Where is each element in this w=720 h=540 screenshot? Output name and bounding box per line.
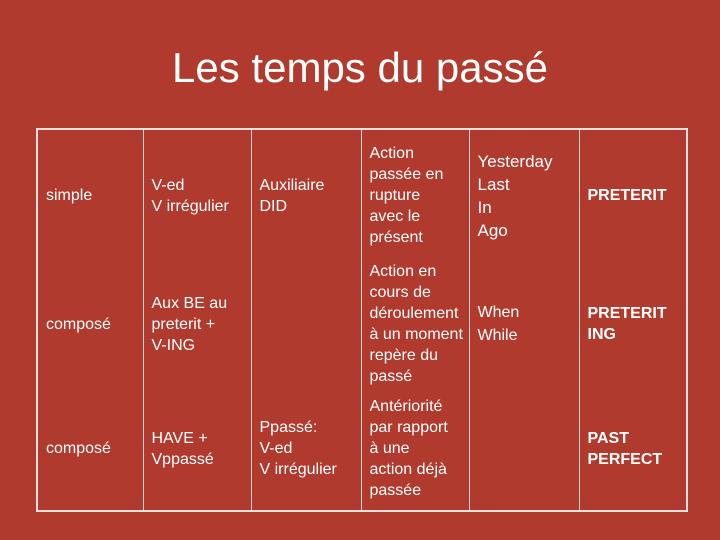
form-cell [143,387,251,511]
usage-line: passée en [369,166,444,183]
slide-title: Les temps du passé [172,44,548,91]
form-line: HAVE + [151,429,208,447]
usage-line: déroulement [369,305,459,322]
marker-line: When [477,304,520,321]
marker-line: In [477,197,492,217]
tense-name-line: PRETERIT [587,305,667,322]
usage-cell [361,129,469,261]
tense-name-line: PRETERIT [587,187,667,204]
tense-label: composé [46,315,111,333]
auxiliary-line: DID [259,197,288,215]
form-cell [143,129,251,261]
usage-line: passée [369,482,422,499]
form-cell [143,261,251,387]
usage-line: présent [369,229,423,246]
form-line: Vppassé [151,450,214,468]
auxiliary-cell [251,261,361,387]
usage-line: Action [369,145,414,162]
tense-name-line: PERFECT [587,450,663,468]
tense-cell [37,387,143,511]
tense-label: simple [46,187,93,204]
usage-line: à une [369,440,410,457]
form-line: V irrégulier [151,197,229,215]
tense-label: composé [46,440,111,457]
auxiliary-line: V irrégulier [259,461,337,478]
marker-line: Last [477,174,510,194]
auxiliary-line: V-ed [259,440,293,457]
usage-line: action déjà [369,461,447,478]
marker-line: While [477,327,518,344]
tense-name-cell [579,129,687,261]
markers-cell [469,387,579,511]
usage-line: avec le [369,208,421,225]
form-line: Aux BE au [151,294,228,312]
marker-line: Ago [477,220,508,240]
past-tenses-table [36,128,688,512]
auxiliary-line: Ppassé: [259,419,318,436]
usage-line: passé [369,368,413,385]
usage-cell [361,261,469,387]
markers-cell [469,129,579,261]
marker-line: Yesterday [477,151,553,171]
tense-name-line: PAST [587,429,629,447]
usage-line: repère du [369,347,438,364]
form-line: preterit + [151,315,216,333]
table-row [37,129,687,261]
tense-cell [37,129,143,261]
usage-line: par rapport [369,419,448,436]
markers-cell [469,261,579,387]
auxiliary-cell [251,387,361,511]
usage-line: à un moment [369,326,463,343]
tense-cell [37,261,143,387]
usage-line: Antériorité [369,398,443,415]
usage-cell [361,387,469,511]
auxiliary-cell [251,129,361,261]
auxiliary-line: Auxiliaire [259,176,325,194]
usage-line: cours de [369,284,431,301]
usage-line: rupture [369,187,421,204]
tense-name-cell [579,261,687,387]
table-row [37,261,687,387]
form-line: V-ING [151,336,196,354]
usage-line: Action en [369,263,437,280]
tense-name-cell [579,387,687,511]
tense-name-line: ING [587,326,616,343]
form-line: V-ed [151,176,185,194]
table-row [37,387,687,511]
